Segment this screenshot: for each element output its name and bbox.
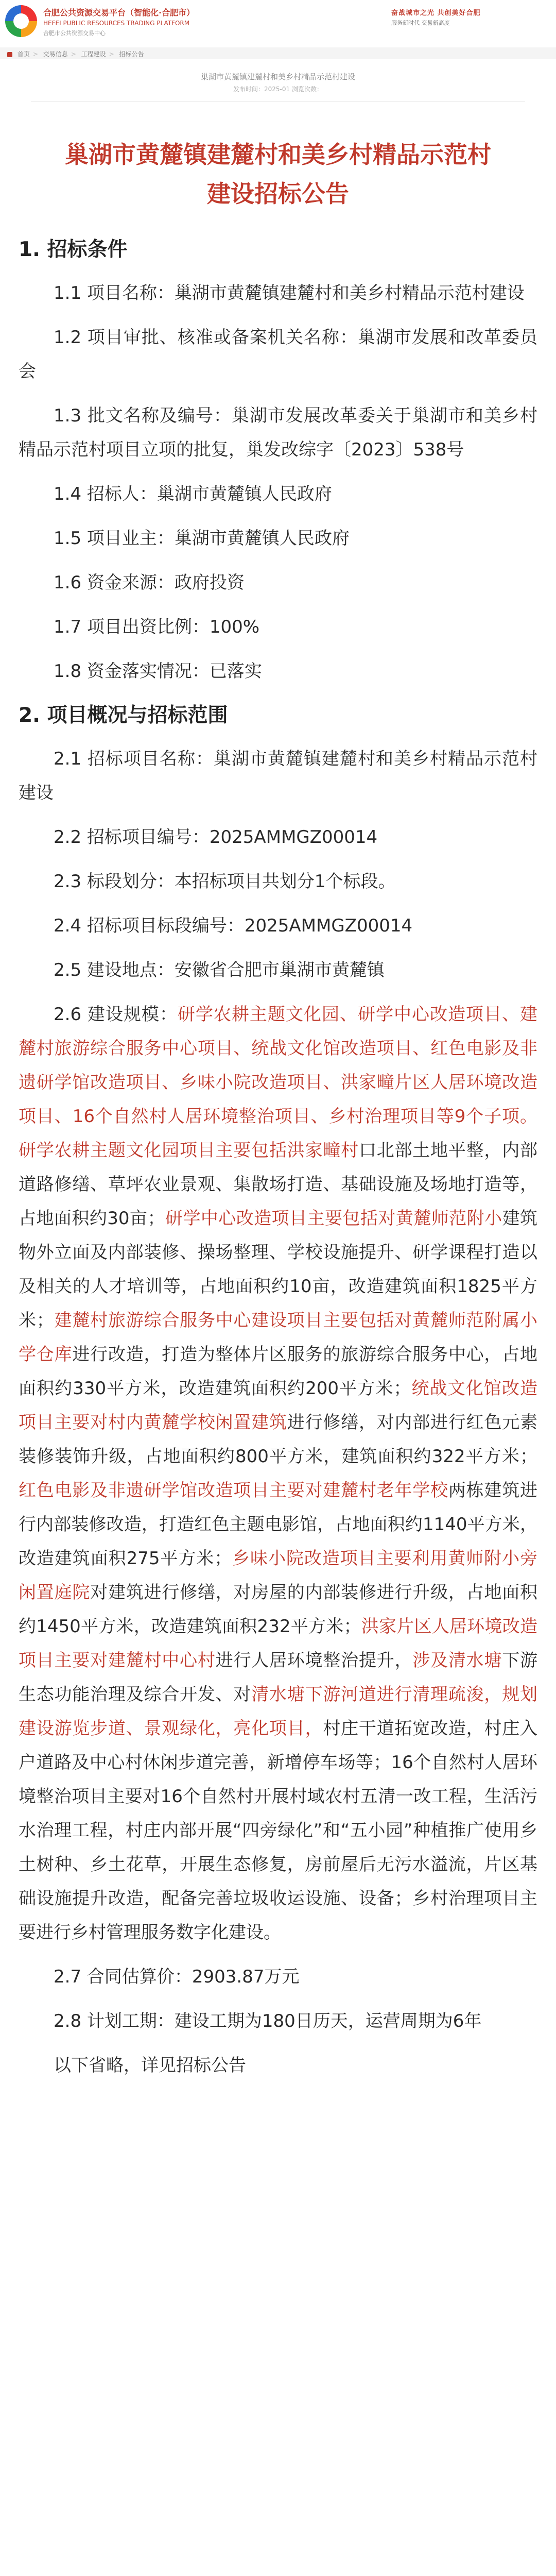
site-sub-name: 合肥市公共资源交易中心 (43, 30, 106, 37)
paragraph-1-7: 1.7 项目出资比例：100% (54, 617, 260, 637)
breadcrumb: 首页 > 交易信息 > 工程建设 > 招标公告 (7, 49, 144, 58)
scale-text: 村庄干道拓宽改造，村庄入户道路及中心村休闲步道完善，新增停车场等；16个自然村人居环境整治项目主要对16个自然村开展村域农村五清一改工程，生活污水治理工程，村庄内部开展“四旁绿化”和“五小园”种植推广使用乡土树种、乡土花草，开展生态修复，房前屋后无污水溢流，片区基础设施提升改造，配备完善垃圾收运设施、设备；乡村治理项目主要进行乡村管理服务数字化建设。 (19, 1718, 538, 1943)
scale-highlight: 红色电影及非遗研学馆改造项目主要对建麓村老年学校 (19, 1480, 448, 1501)
paragraph-1-5: 1.5 项目业主：巢湖市黄麓镇人民政府 (54, 528, 350, 549)
header-slogan-sub: 服务新时代 交易新高度 (391, 20, 450, 26)
scale-highlight: 乡味小院改造项目主要利用黄师附小旁闲置庭院 (19, 1548, 538, 1603)
article-title (19, 135, 537, 213)
paragraph-2-8: 2.8 计划工期：建设工期为180日历天，运营周期为6年 (54, 2011, 482, 2031)
scale-text: 进行修缮，对内部进行红色元素装修装饰升级，占地面积约800平方米，建筑面积约322平方米； (19, 1412, 538, 1467)
scale-text: 2.6 建设规模： (54, 1004, 178, 1025)
paragraph-2-6 (19, 997, 537, 1950)
scale-text: 建筑物外立面及内部装修、操场整理、学校设施提升、研学课程打造以及相关的人才培训等，占地面积约10亩，改造建筑面积1825平方米； (19, 1208, 538, 1331)
paragraph-more: 以下省略，详见招标公告 (54, 2055, 246, 2076)
scale-text: 口北部土地平整，内部道路修缮、草坪农业景观、集散场打造、基础设施及场地打造等，占地面积约30亩； (19, 1140, 538, 1229)
breadcrumb-engineering[interactable]: 工程建设 (81, 50, 106, 58)
paragraph-1-3: 1.3 批文名称及编号：巢湖市发展改革委关于巢湖市和美乡村精品示范村项目立项的批复，巢发改综字〔2023〕538号 (19, 405, 537, 460)
scale-text: 进行人居环境整治提升， (215, 1650, 413, 1671)
scale-text: 进行改造，打造为整体片区服务的旅游综合服务中心，占地面积约330平方米，改造建筑面积约200平方米； (19, 1344, 538, 1399)
scale-text: 对建筑进行修缮，对房屋的内部装修进行升级，占地面积约1450平方米，改造建筑面积232平方米； (19, 1582, 538, 1637)
scale-highlight: 清水塘下游河道进行清理疏浚，规划建设游览步道、景观绿化，亮化项目， (19, 1684, 538, 1739)
paragraph-1-8: 1.8 资金落实情况：已落实 (54, 661, 262, 682)
section-heading-2: 2. 项目概况与招标范围 (19, 704, 228, 727)
logo-mark-icon (5, 5, 37, 37)
breadcrumb-trade-info[interactable]: 交易信息 (43, 50, 68, 58)
paragraph-2-5: 2.5 建设地点：安徽省合肥市巢湖市黄麓镇 (54, 960, 385, 980)
paragraph-1-6: 1.6 资金来源：政府投资 (54, 572, 245, 593)
paragraph-2-4: 2.4 招标项目标段编号：2025AMMGZ00014 (54, 916, 413, 936)
paragraph-1-2: 1.2 项目审批、核准或备案机关名称：巢湖市发展和改革委员会 (19, 327, 537, 382)
breadcrumb-notice[interactable]: 招标公告 (119, 50, 144, 58)
page-meta: 发布时间：2025-01 浏览次数： (233, 86, 323, 93)
article-body (19, 135, 537, 2093)
article-title-line2: 建设招标公告 (207, 180, 349, 208)
site-header (0, 0, 556, 48)
paragraph-2-7: 2.7 合同估算价：2903.87万元 (54, 1967, 300, 1987)
paragraph-2-1: 2.1 招标项目名称：巢湖市黄麓镇建麓村和美乡村精品示范村建设 (19, 749, 537, 803)
scale-highlight: 统战文化馆改造项目主要对村内黄麓学校闲置建筑 (19, 1378, 537, 1433)
site-name-en: HEFEI PUBLIC RESOURCES TRADING PLATFORM (43, 20, 190, 27)
scale-highlight: 洪家片区人居环境改造项目主要对建麓村中心村 (19, 1616, 538, 1671)
scale-highlight: 涉及清水塘 (412, 1650, 502, 1671)
section-heading-1: 1. 招标条件 (19, 238, 128, 261)
site-name-cn: 合肥公共资源交易平台（智能化·合肥市） (43, 8, 195, 18)
paragraph-1-1: 1.1 项目名称：巢湖市黄麓镇建麓村和美乡村精品示范村建设 (54, 283, 525, 303)
site-logo[interactable] (5, 3, 273, 39)
scale-text: 两栋建筑进行内部装修改造，打造红色主题电影馆，占地面积约1140平方米，改造建筑面积275平方米； (19, 1480, 538, 1569)
breadcrumb-home[interactable]: 首页 (17, 50, 30, 58)
home-icon (7, 52, 12, 57)
article-title-line1: 巢湖市黄麓镇建麓村和美乡村精品示范村 (65, 141, 491, 168)
paragraph-2-2: 2.2 招标项目编号：2025AMMGZ00014 (54, 827, 378, 848)
page-small-title: 巢湖市黄麓镇建麓村和美乡村精品示范村建设 (200, 72, 355, 81)
scale-highlight: 研学中心改造项目主要包括对黄麓师范附小 (165, 1208, 502, 1229)
scale-highlight: 建麓村旅游综合服务中心建设项目主要包括对黄麓师范附属小学仓库 (19, 1310, 538, 1365)
paragraph-1-4: 1.4 招标人：巢湖市黄麓镇人民政府 (54, 484, 332, 504)
header-slogan: 奋战城市之光 共创美好合肥 (391, 9, 481, 17)
paragraph-2-3: 2.3 标段划分：本招标项目共划分1个标段。 (54, 871, 396, 892)
scale-text: 下游生态功能治理及综合开发、对 (19, 1650, 538, 1705)
scale-highlight: 研学农耕主题文化园、研学中心改造项目、建麓村旅游综合服务中心项目、统战文化馆改造项目、红色电影及非遗研学馆改造项目、乡味小院改造项目、洪家疃片区人居环境改造项目、16个自然村人居环境整治项目、乡村治理项目等9个子项。研学农耕主题文化园项目主要包括洪家疃村 (19, 1004, 537, 1161)
